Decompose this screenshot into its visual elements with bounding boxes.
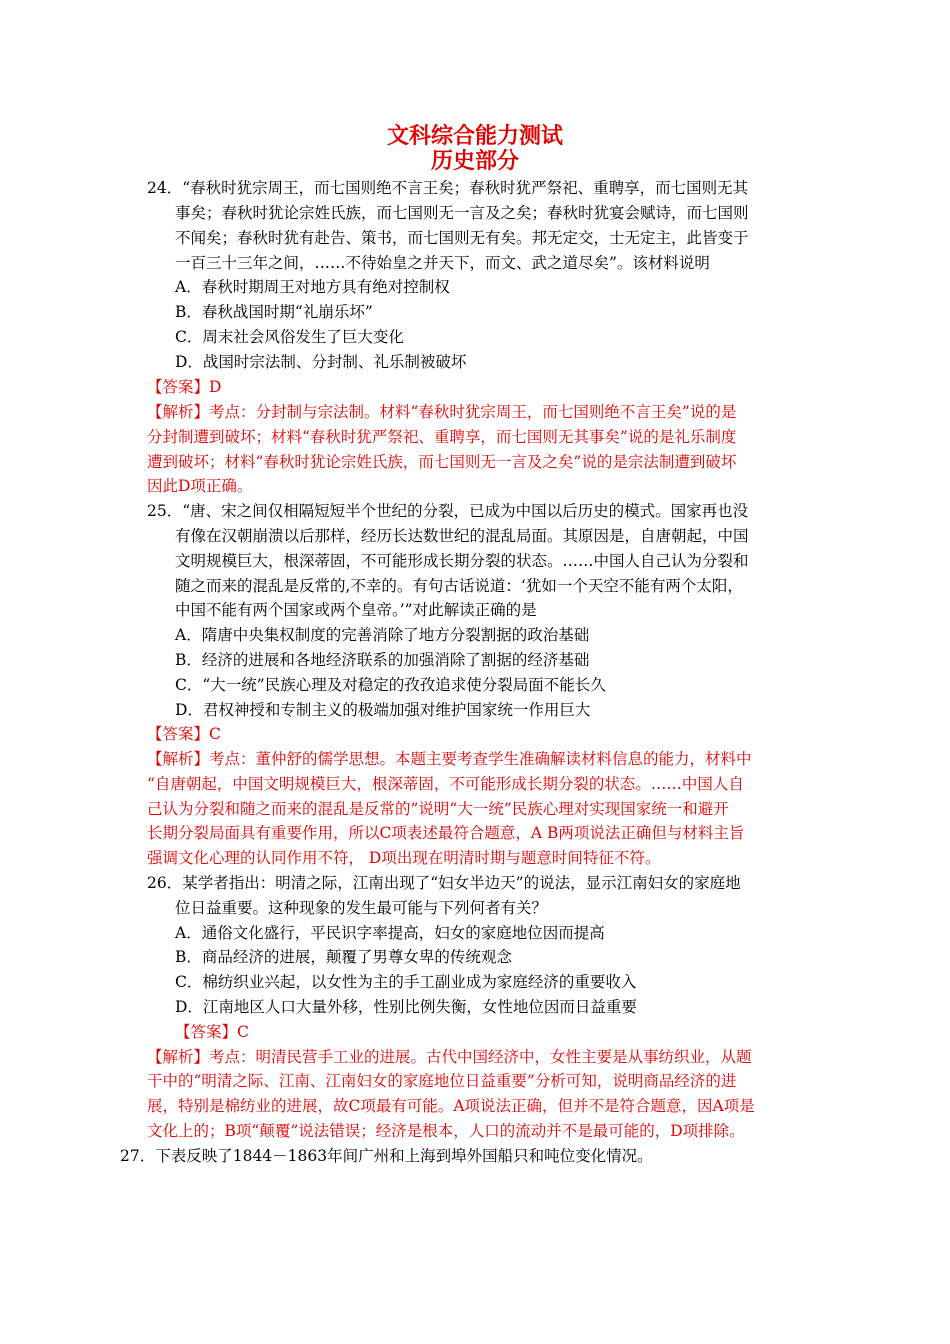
answer-analysis-line: 遭到破坏；材料“春秋时犹论宗姓氏族，而七国则无一言及之矣”说的是宗法制遭到破坏 (147, 453, 737, 471)
question-text-line: 一百三十三年之间，……不待始皇之并天下，而文、武之道尽矣”。该材料说明 (175, 254, 710, 272)
page-subtitle: 历史部分 (430, 148, 519, 174)
answer-analysis-line: 因此D项正确。 (147, 477, 253, 495)
question-text-line: 中国不能有两个国家或两个皇帝。’”对此解读正确的是 (175, 601, 537, 619)
question-text-line: B．经济的进展和各地经济联系的加强消除了割据的经济基础 (175, 651, 590, 669)
question-text-line: 27．下表反映了1844－1863年间广州和上海到埠外国船只和吨位变化情况。 (120, 1147, 653, 1165)
answer-analysis-line: 己认为分裂和随之而来的混乱是反常的”说明“大一统”民族心理对实现国家统一和避开 (147, 800, 729, 818)
page-title: 文科综合能力测试 (386, 123, 563, 149)
question-text-line: A．春秋时期周王对地方具有绝对控制权 (175, 278, 450, 296)
answer-analysis-line: 干中的“明清之际、江南、江南妇女的家庭地位日益重要”分析可知，说明商品经济的进 (147, 1072, 737, 1090)
answer-analysis-line: 强调文化心理的认同作用不符， D项出现在明清时期与题意时间特征不符。 (147, 849, 661, 867)
question-text-line: C．“大一统”民族心理及对稳定的孜孜追求使分裂局面不能长久 (175, 676, 606, 694)
question-text-line: 25．“唐、宋之间仅相隔短短半个世纪的分裂，已成为中国以后历史的模式。国家再也没 (147, 502, 749, 520)
answer-analysis-line: 【答案】C (147, 725, 221, 743)
question-text-line: 事矣；春秋时犹论宗姓氏族，而七国则无一言及之矣；春秋时犹宴会赋诗，而七国则 (175, 204, 749, 222)
question-text-line: 有像在汉朝崩溃以后那样，经历长达数世纪的混乱局面。其原因是，自唐朝起，中国 (175, 527, 749, 545)
question-text-line: B．商品经济的进展，颠覆了男尊女卑的传统观念 (175, 948, 512, 966)
question-text-line: A．通俗文化盛行，平民识字率提高，妇女的家庭地位因而提高 (175, 924, 605, 942)
answer-analysis-line: 【答案】D (147, 378, 222, 396)
answer-analysis-line: 【解析】考点：分封制与宗法制。材料“春秋时犹宗周王，而七国则绝不言王矣”说的是 (147, 403, 737, 421)
answer-analysis-line: 文化上的；B项“颠覆”说法错误；经济是根本，人口的流动并不是最可能的，D项排除。 (147, 1122, 745, 1140)
question-text-line: C．棉纺织业兴起，以女性为主的手工副业成为家庭经济的重要收入 (175, 973, 637, 991)
question-text-line: A．隋唐中央集权制度的完善消除了地方分裂割据的政治基础 (175, 626, 590, 644)
question-text-line: D．战国时宗法制、分封制、礼乐制被破坏 (175, 353, 467, 371)
answer-analysis-line: “自唐朝起，中国文明规模巨大，根深蒂固，不可能形成长期分裂的状态。……中国人自 (147, 775, 744, 793)
question-text-line: 位日益重要。这种现象的发生最可能与下列何者有关？ (175, 899, 548, 917)
answer-analysis-line: 【解析】考点：明清民营手工业的进展。古代中国经济中，女性主要是从事纺织业，从题 (147, 1048, 752, 1066)
answer-analysis-line: 展，特别是棉纺业的进展，故C项最有可能。A项说法正确，但并不是符合题意，因A项是 (147, 1097, 755, 1115)
question-text-line: C．周末社会风俗发生了巨大变化 (175, 328, 404, 346)
question-text-line: 26．某学者指出：明清之际，江南出现了“妇女半边天”的说法，显示江南妇女的家庭地 (147, 874, 741, 892)
question-text-line: B．春秋战国时期“礼崩乐坏” (175, 303, 373, 321)
answer-analysis-line: 分封制遭到破坏；材料“春秋时犹严祭祀、重聘享，而七国则无其事矣”说的是礼乐制度 (147, 428, 737, 446)
answer-analysis-line: 【答案】C (175, 1023, 249, 1041)
question-text-line: 24．“春秋时犹宗周王，而七国则绝不言王矣；春秋时犹严祭祀、重聘享，而七国则无其 (147, 179, 749, 197)
answer-analysis-line: 长期分裂局面具有重要作用，所以C项表述最符合题意，A B两项说法正确但与材料主旨 (147, 824, 745, 842)
question-text-line: D．君权神授和专制主义的极端加强对维护国家统一作用巨大 (175, 701, 591, 719)
question-text-line: 文明规模巨大，根深蒂固，不可能形成长期分裂的状态。……中国人自己认为分裂和 (175, 552, 749, 570)
question-text-line: D．江南地区人口大量外移，性别比例失衡，女性地位因而日益重要 (175, 998, 637, 1016)
question-text-line: 不闻矣；春秋时犹有赴告、策书，而七国则无有矣。邦无定交，士无定主，此皆变于 (175, 229, 749, 247)
answer-analysis-line: 【解析】考点：董仲舒的儒学思想。本题主要考查学生准确解读材料信息的能力，材料中 (147, 750, 752, 768)
question-text-line: 随之而来的混乱是反常的,不幸的。有句古话说道：‘犹如一个天空不能有两个太阳， (175, 577, 743, 595)
